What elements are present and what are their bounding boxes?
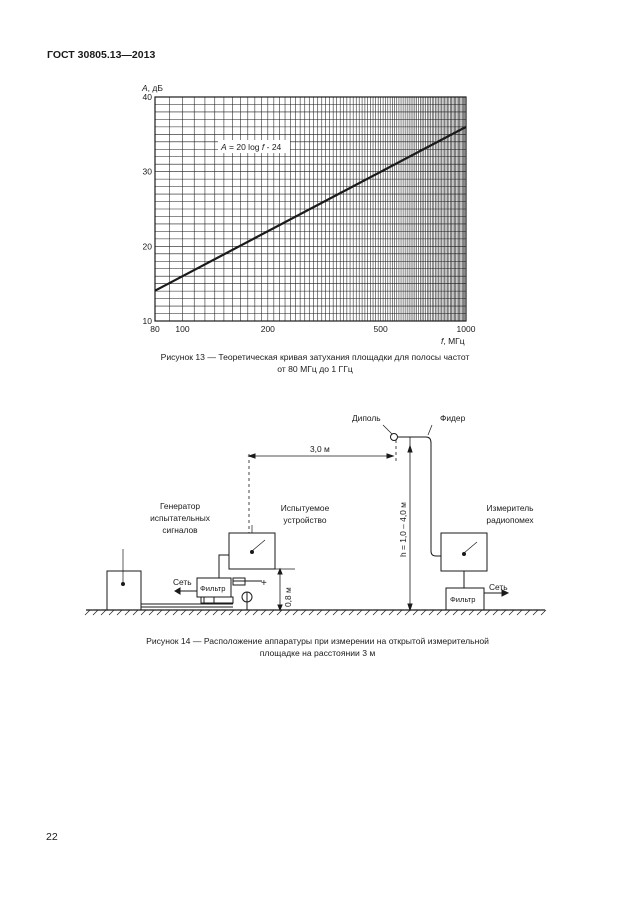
generator-box (107, 571, 141, 610)
distance-label: 3,0 м (310, 444, 330, 454)
x-tick-label: 100 (175, 324, 190, 334)
x-tick-label: 500 (373, 324, 388, 334)
page-number: 22 (46, 831, 58, 843)
dipole-label: Диполь (352, 413, 381, 423)
generator-label-3: сигналов (162, 525, 198, 535)
receiver-mains-label: Сеть (489, 582, 508, 592)
y-tick-label: 30 (142, 166, 152, 177)
table (201, 597, 233, 603)
dipole-antenna (391, 434, 398, 441)
figure13-caption-line2: от 80 МГц до 1 ГГц (277, 364, 353, 374)
eut-mains-label: Сеть (173, 577, 192, 587)
receiver-label-2: радиопомех (486, 515, 534, 525)
antenna-height-label: h = 1,0 – 4,0 м (398, 502, 408, 557)
formula-annotation (218, 140, 290, 153)
eut-label-1: Испытуемое (280, 503, 330, 513)
receiver-filter-label: Фильтр (450, 595, 476, 604)
x-tick-label: 200 (260, 324, 275, 334)
eut-label-2: устройство (283, 515, 327, 525)
figure14-caption-line2: площадке на расстоянии 3 м (259, 648, 376, 658)
figure13-caption-line1: Рисунок 13 — Теоретическая кривая затухания площадки для полосы частот (160, 352, 470, 362)
x-tick-label: 1000 (456, 324, 476, 334)
svg-text:A = 20 log f - 24: A = 20 log f - 24 (221, 142, 282, 152)
setup-diagram (0, 395, 630, 625)
receiver-label-1: Измеритель (486, 503, 534, 513)
y-tick-label: 10 (142, 316, 152, 326)
eut-filter-label: Фильтр (200, 584, 226, 593)
generator-label-1: Генератор (159, 501, 201, 511)
x-tick-label: 80 (150, 324, 160, 334)
figure13-caption (90, 351, 540, 375)
feeder-label: Фидер (440, 413, 466, 423)
attenuation-chart (0, 0, 630, 380)
y-tick-label: 40 (142, 92, 152, 102)
plus-sign: + (261, 578, 267, 589)
y-axis-label: A, дБ (142, 83, 163, 93)
figure14-caption-line1: Рисунок 14 — Расположение аппаратуры при измерении на открытой измерительной (146, 636, 489, 646)
ground-hatch (85, 610, 546, 615)
x-axis-label: f, МГц (441, 336, 465, 346)
figure14-caption (80, 635, 555, 659)
generator-label-2: испытательных (150, 513, 210, 523)
y-tick-label: 20 (142, 241, 152, 252)
table-height-label: 0,8 м (283, 587, 293, 607)
document-header: ГОСТ 30805.13—2013 (47, 49, 156, 61)
